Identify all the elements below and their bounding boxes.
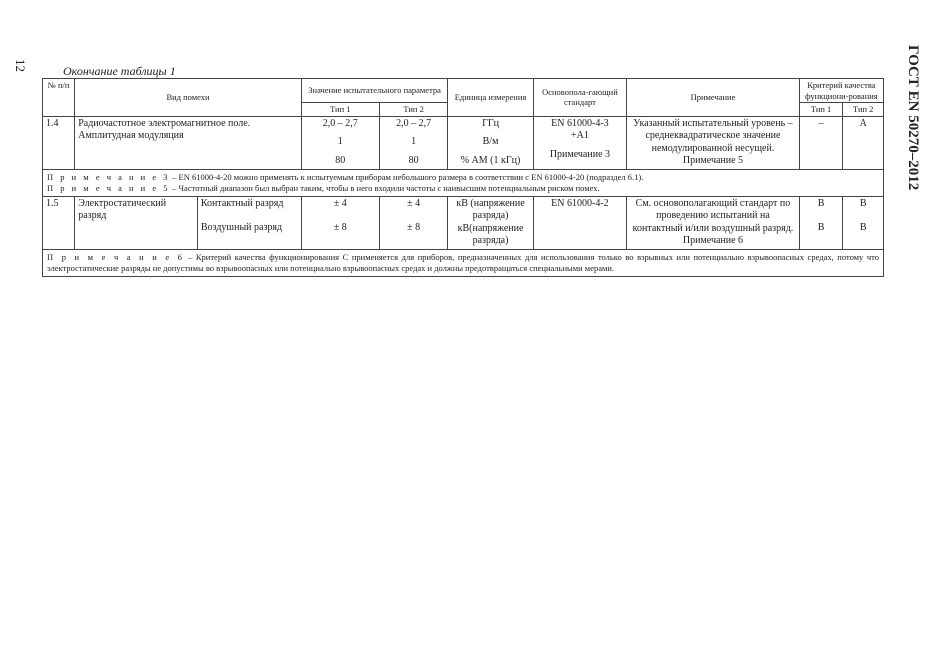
- criterion: В: [817, 222, 825, 234]
- row-crit2: [843, 196, 884, 249]
- notes-row: [43, 249, 884, 276]
- document-code: ГОСТ EN 50270–2012: [905, 45, 921, 191]
- row-crit1: [799, 196, 843, 249]
- value: 80: [335, 154, 346, 166]
- value: 2,0 – 2,7: [396, 117, 432, 129]
- row-standard: EN 61000-4-2: [533, 196, 627, 249]
- row-standard: [533, 116, 627, 169]
- note-3: П р и м е ч а н и е 3 – EN 61000-4-20 можно применять к испытуемым приборам небольшого размера в соответствии с EN 61000-4-20 (подраздел 6.1).: [47, 171, 644, 182]
- remark-note: Примечание 5: [682, 155, 744, 167]
- value: 1: [337, 136, 343, 148]
- row-type2-values: [379, 196, 448, 249]
- row-interference: Радиочастотное электромагнитное поле. Амплитудная модуляция: [75, 116, 302, 169]
- row-crit1: –: [799, 116, 843, 169]
- header-test-value: Значение испытательного параметра: [301, 79, 448, 103]
- unit: % АМ (1 кГц): [460, 154, 521, 166]
- notes: [43, 249, 884, 276]
- unit: В/м: [482, 136, 499, 148]
- criterion: В: [859, 222, 867, 234]
- note-5: П р и м е ч а н и е 5 – Частотный диапазон был выбран таким, чтобы в него входили частоты с наивысшим потенциальным риском помех.: [47, 182, 600, 193]
- value: ± 4: [333, 197, 347, 209]
- notes-row: [43, 169, 884, 196]
- value: 2,0 – 2,7: [322, 117, 358, 129]
- row-remark: [627, 196, 800, 249]
- notes: [43, 169, 884, 196]
- value: 1: [411, 136, 417, 148]
- value: ± 8: [407, 222, 421, 234]
- standard: +A1: [570, 130, 589, 142]
- standard-note: Примечание 3: [549, 148, 611, 160]
- remark-text: См. основополагающий стандарт по проведению испытаний на контактный и/или воздушный разряд.: [632, 197, 794, 234]
- row-units: [448, 196, 533, 249]
- row-crit2: А: [843, 116, 884, 169]
- table-row: [43, 196, 884, 249]
- header-standard: Основопола-гающий стандарт: [533, 79, 627, 117]
- row-remark: [627, 116, 800, 169]
- header-criterion: Критерий качества функциони-рования: [799, 79, 883, 103]
- header-type1: Тип 1: [301, 103, 379, 117]
- table-caption: Окончание таблицы 1: [63, 64, 176, 78]
- row-type2-values: [379, 116, 448, 169]
- header-row: [43, 79, 884, 103]
- value: ± 4: [407, 197, 421, 209]
- value: ± 8: [333, 222, 347, 234]
- table-row: [43, 116, 884, 169]
- page-number: 12: [13, 59, 28, 72]
- header-type2: Тип 2: [379, 103, 448, 117]
- header-remark: Примечание: [627, 79, 800, 117]
- header-num: № п/п: [43, 79, 75, 117]
- row-units: [448, 116, 533, 169]
- row-subtypes: [197, 196, 301, 249]
- remark-text: Указанный испытательный уровень – среднеквадратическое значение немодулированной несущей.: [633, 117, 793, 154]
- header-crit-type1: Тип 1: [799, 103, 843, 117]
- subtype: Воздушный разряд: [200, 222, 283, 234]
- row-num: 1.4: [43, 116, 75, 169]
- header-crit-type2: Тип 2: [843, 103, 884, 117]
- row-type1-values: [301, 196, 379, 249]
- criterion: В: [817, 197, 825, 209]
- note-6: П р и м е ч а н и е 6 – Критерий качества функционирования С применяется для приборов, предназначенных для использования только во взрывных или потенциально взрывоопасных средах, потому что электростатические разряды не допустимы во взрывоопасных или потенциально взрывоопасных средах и должны предотвращаться специальными мерами.: [47, 251, 879, 274]
- header-interference: Вид помехи: [75, 79, 302, 117]
- requirements-table: [42, 78, 884, 277]
- row-interference: Электростатический разряд: [75, 196, 198, 249]
- unit: кВ (напряжение разряда): [456, 197, 525, 222]
- unit: ГГц: [482, 117, 499, 129]
- value: 80: [408, 154, 419, 166]
- remark-note: Примечание 6: [682, 235, 744, 247]
- standard: EN 61000-4-3: [551, 117, 609, 129]
- criterion: В: [859, 197, 867, 209]
- row-type1-values: [301, 116, 379, 169]
- header-unit: Единица измерения: [448, 79, 533, 117]
- unit: кВ(напряжение разряда): [457, 222, 524, 247]
- subtype: Контактный разряд: [200, 197, 284, 209]
- row-num: 1.5: [43, 196, 75, 249]
